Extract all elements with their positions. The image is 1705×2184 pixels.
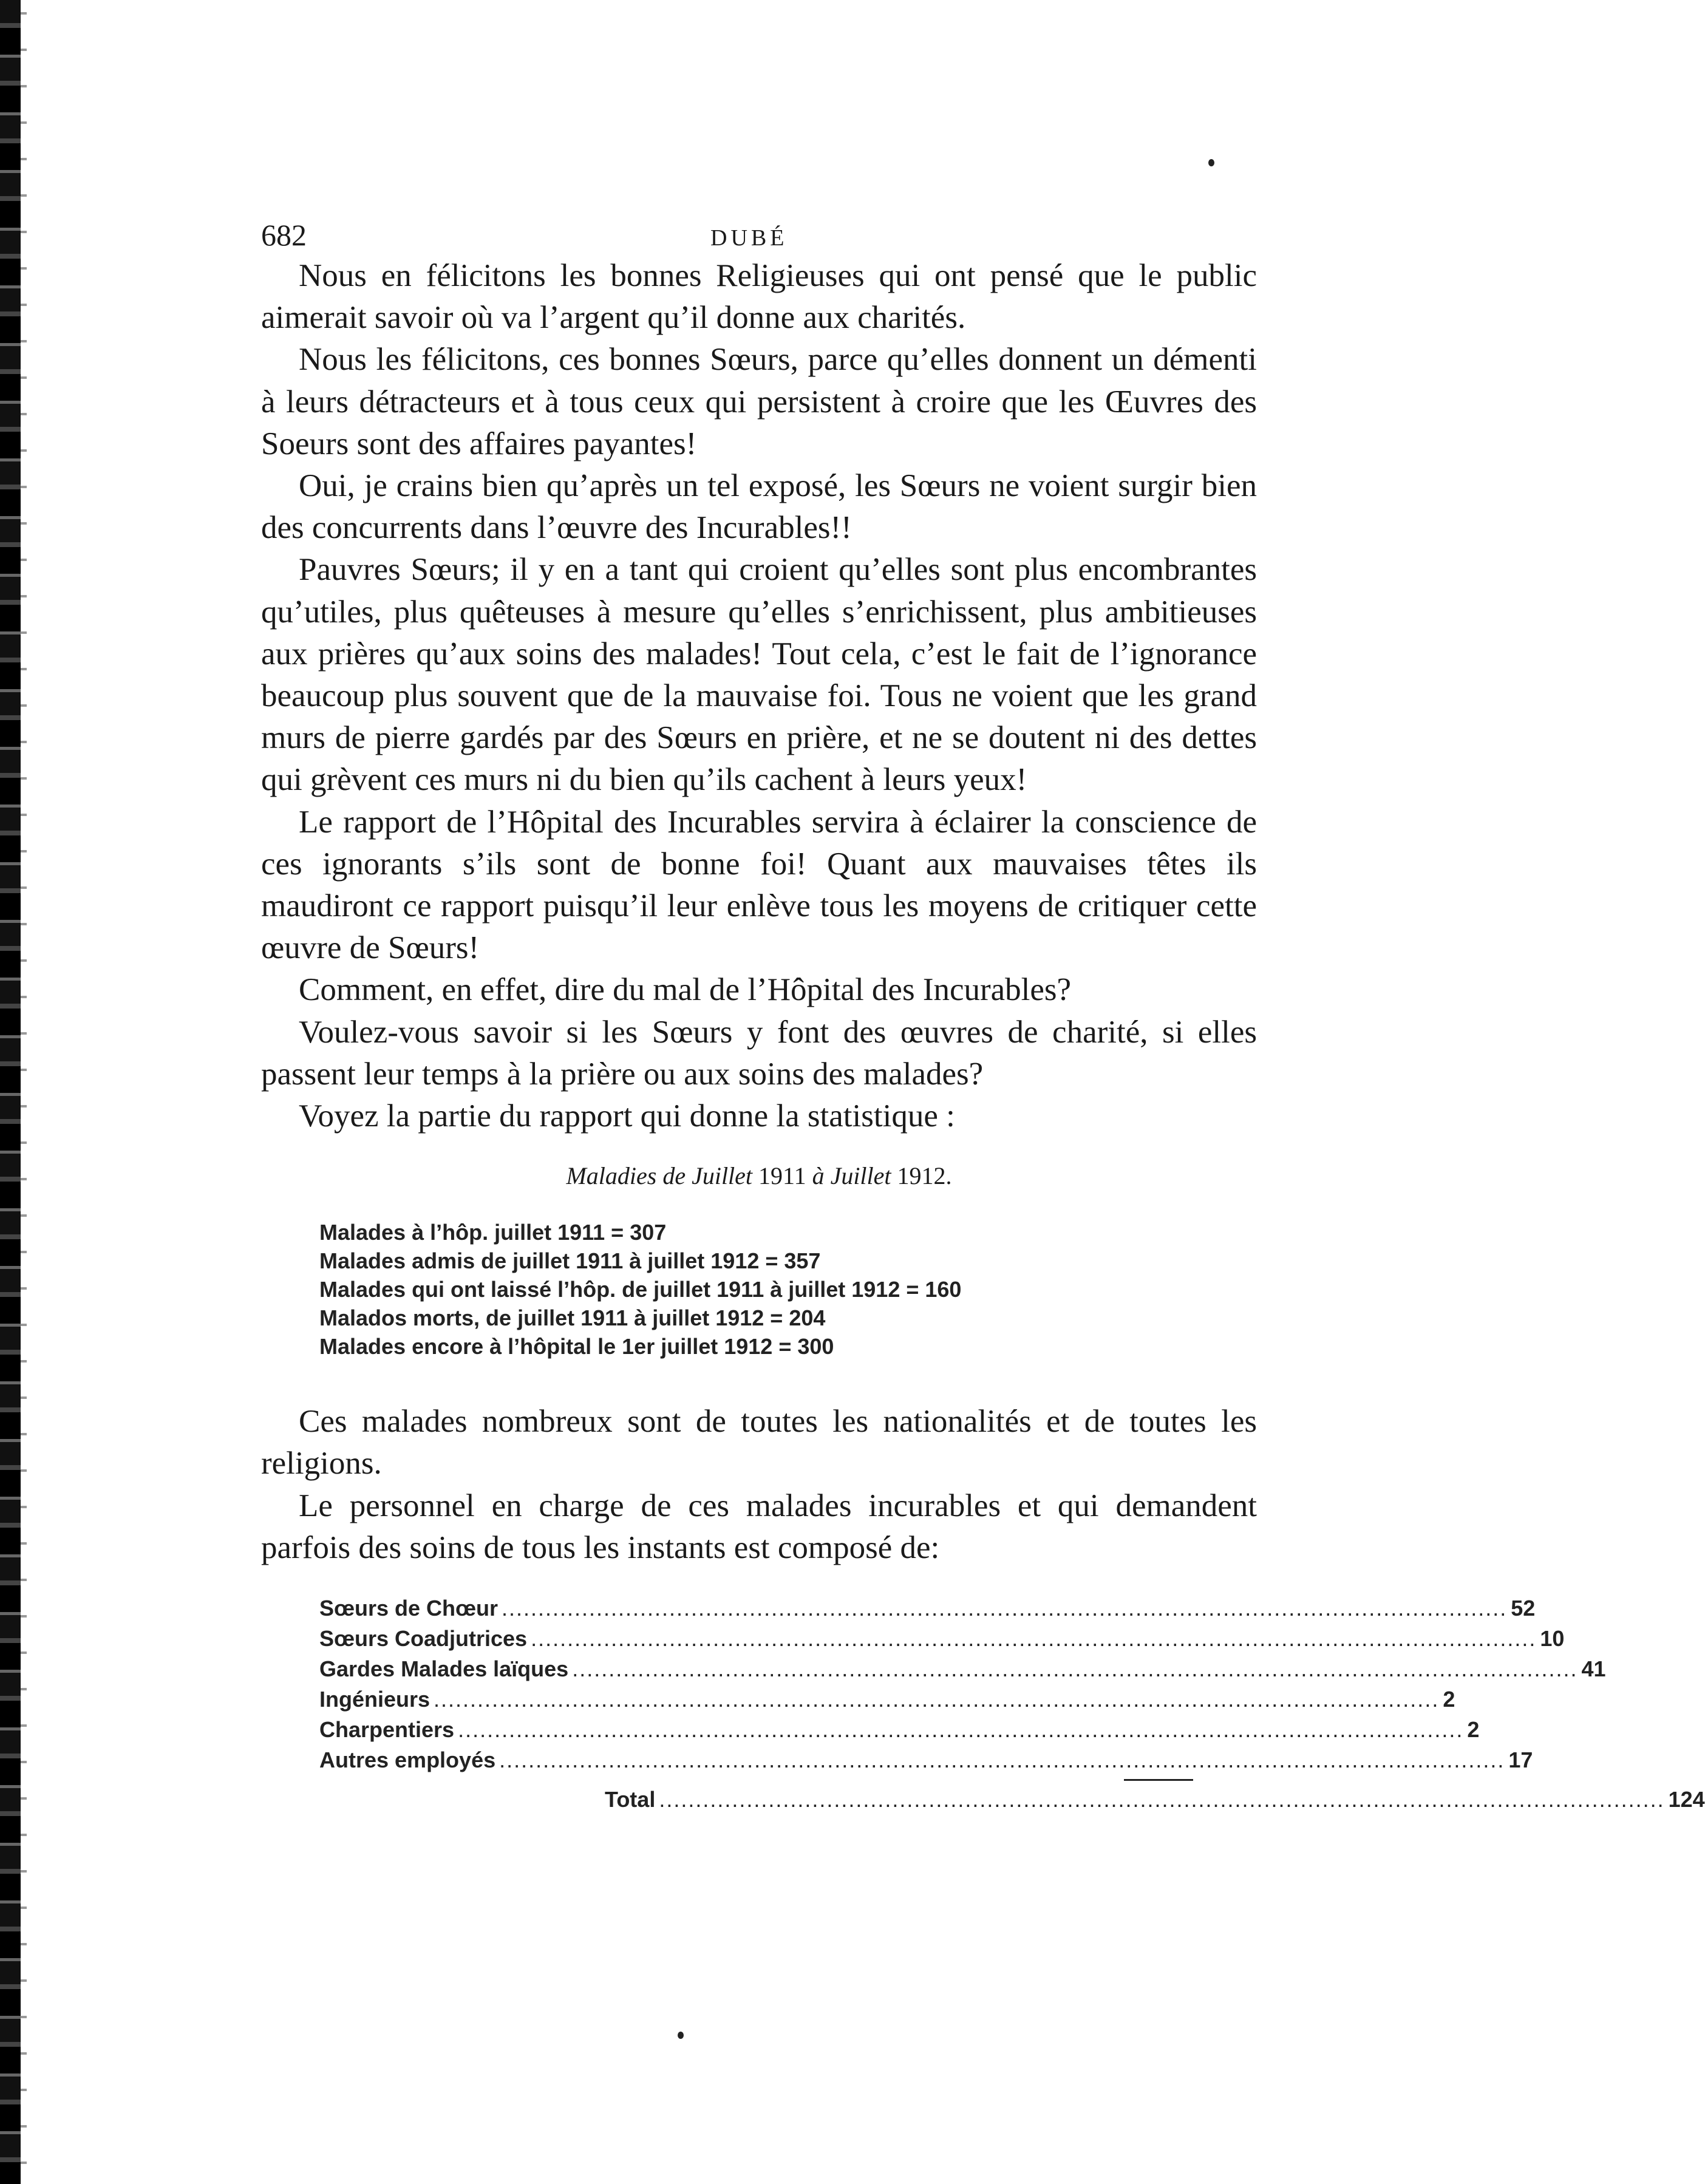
paragraph: Le rapport de l’Hôpital des Incurables servira à éclairer la conscience de ces ignorants s’ils sont de bonne foi! Quant aux mauvaises têtes ils maudiront ce rapport puisqu’il leur enlève tous les moyens de critiquer cette œuvre de Sœurs!: [261, 804, 1257, 966]
paragraph: Nous en félicitons les bonnes Religieuses qui ont pensé que le public aimerait savoir où va l’argent qu’il donne aux charités.: [261, 258, 1257, 336]
total-label: Total: [605, 1787, 656, 1812]
staff-value: 52: [1511, 1596, 1536, 1621]
paragraph: Pauvres Sœurs; il y en a tant qui croient qu’elles sont plus encombrantes qu’utiles, plus quêteuses à mesure qu’elles s’enrichissent, plus ambitieuses aux prières qu’aux soins des malades! Tout cela, c’est le fait de l’ignorance beaucoup plus souvent que de la mauvaise foi. Tous ne voient que les grand murs de pierre gardés par des Sœurs en prière, et ne se doutent ni des dettes qui grèvent ces murs ni du bien qu’ils cachent à leurs yeux!: [261, 552, 1257, 798]
stats-line: Malados morts, de juillet 1911 à juillet 1912 = 204: [319, 1305, 826, 1331]
title-year: 1911: [758, 1162, 806, 1190]
title-part: Maladies de Juillet: [566, 1162, 753, 1190]
staff-row: [319, 1745, 1533, 1775]
paragraph: Comment, en effet, dire du mal de l’Hôpital des Incurables?: [299, 972, 1072, 1008]
staff-value: 41: [1581, 1656, 1606, 1682]
body-text-bottom: [261, 1401, 1257, 1569]
title-year: 1912.: [897, 1162, 952, 1190]
stats-table-title: [261, 1162, 1257, 1190]
staff-total-row: [319, 1784, 1705, 1815]
leader-dots: ..........................................................................................................................................: [572, 1656, 1578, 1682]
staff-table: [319, 1593, 1705, 1815]
total-value: 124: [1668, 1787, 1705, 1812]
staff-value: 2: [1467, 1717, 1480, 1743]
paragraph: Ces malades nombreux sont de toutes les nationalités et de toutes les religions.: [261, 1404, 1257, 1482]
staff-row: [319, 1715, 1480, 1745]
staff-row: [319, 1684, 1455, 1715]
title-part: à: [812, 1162, 825, 1190]
title-part: Juillet: [830, 1162, 891, 1190]
paragraph: Voulez-vous savoir si les Sœurs y font des œuvres de charité, si elles passent leur temps à la prière ou aux soins des malades?: [261, 1014, 1257, 1092]
staff-row: [319, 1654, 1606, 1684]
running-head: DUBÉ: [710, 225, 788, 251]
paragraph: Le personnel en charge de ces malades incurables et qui demandent parfois des soins de tous les instants est composé de:: [261, 1488, 1257, 1565]
staff-row: [319, 1624, 1565, 1654]
leader-dots: ..........................................................................................................................................: [502, 1596, 1508, 1621]
paragraph: Nous les félicitons, ces bonnes Sœurs, parce qu’elles donnent un démenti à leurs détracteurs et à tous ceux qui persistent à croire que les Œuvres des Soeurs sont des affaires payantes!: [261, 342, 1257, 461]
staff-label: Sœurs Coadjutrices: [319, 1626, 528, 1652]
page-content: [261, 200, 1705, 1815]
staff-value: 17: [1508, 1747, 1533, 1773]
staff-value: 2: [1443, 1687, 1455, 1712]
paragraph: Oui, je crains bien qu’après un tel exposé, les Sœurs ne voient surgir bien des concurrents dans l’œuvre des Incurables!!: [261, 468, 1257, 546]
staff-row: [319, 1593, 1536, 1624]
body-text-top: [261, 255, 1257, 1137]
ink-speck: [678, 2032, 684, 2039]
sum-rule: [1124, 1779, 1193, 1781]
staff-label: Gardes Malades laïques: [319, 1656, 569, 1682]
stats-line: Malades admis de juillet 1911 à juillet 1912 = 357: [319, 1248, 821, 1274]
staff-value: 10: [1540, 1626, 1565, 1652]
stats-line: Malades encore à l’hôpital le 1er juillet 1912 = 300: [319, 1334, 834, 1359]
stats-line: Malades qui ont laissé l’hôp. de juillet 1911 à juillet 1912 = 160: [319, 1277, 962, 1302]
leader-dots: ..........................................................................................................................................: [458, 1717, 1464, 1743]
stats-table: [319, 1218, 1257, 1361]
staff-label: Ingénieurs: [319, 1687, 431, 1712]
leader-dots: ..........................................................................................................................................: [531, 1626, 1537, 1652]
staff-label: Autres employés: [319, 1747, 496, 1773]
leader-dots: ..........................................................................................................................................: [499, 1747, 1505, 1773]
page-header: [261, 200, 1257, 255]
book-gutter-shadow: [21, 0, 27, 2184]
stats-line: Malades à l’hôp. juillet 1911 = 307: [319, 1220, 667, 1245]
leader-dots: ..........................................................................................................................................: [659, 1787, 1665, 1812]
leader-dots: ..........................................................................................................................................: [434, 1687, 1440, 1712]
ink-speck: [1208, 159, 1214, 166]
page-number: 682: [261, 218, 307, 252]
staff-label: Charpentiers: [319, 1717, 455, 1743]
book-spine-edge: [0, 0, 21, 2184]
paragraph: Voyez la partie du rapport qui donne la statistique :: [299, 1098, 955, 1134]
staff-label: Sœurs de Chœur: [319, 1596, 498, 1621]
